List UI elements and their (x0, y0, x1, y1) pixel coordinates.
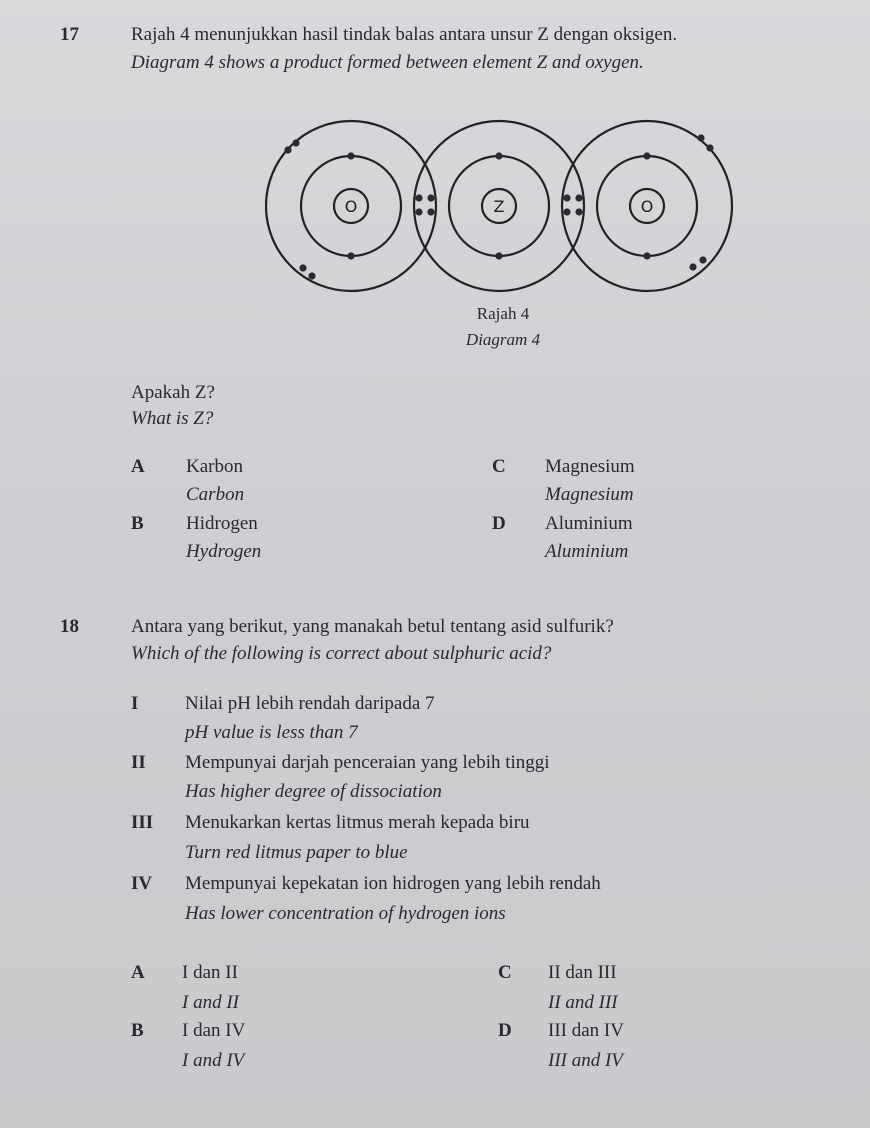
q17-option-d-letter[interactable]: D (492, 513, 506, 534)
question-17-stem-malay: Rajah 4 menunjukkan hasil tindak balas antara unsur Z dengan oksigen. (131, 24, 678, 45)
q17-option-c-english: Magnesium (545, 484, 634, 505)
statement-iii-english: Turn red litmus paper to blue (185, 842, 408, 863)
q17-option-a-letter[interactable]: A (131, 456, 145, 477)
right-oxygen-label: O (640, 197, 654, 216)
q18-option-a-malay: I dan II (182, 962, 238, 983)
diagram-caption-english: Diagram 4 (465, 330, 541, 349)
statement-iv-english: Has lower concentration of hydrogen ions (185, 903, 506, 924)
q18-option-c-letter[interactable]: C (498, 962, 512, 983)
question-17-stem-english: Diagram 4 shows a product formed between element Z and oxygen. (131, 52, 644, 73)
statement-iv-numeral: IV (131, 873, 153, 894)
q17-option-b-english: Hydrogen (186, 541, 262, 562)
question-18-number: 18 (60, 616, 79, 637)
q18-option-a-letter[interactable]: A (131, 962, 145, 983)
statement-i-numeral: I (131, 693, 139, 714)
q18-option-d-letter[interactable]: D (498, 1020, 512, 1041)
q18-option-c-english: II and III (548, 992, 618, 1013)
statement-iv-malay: Mempunyai kepekatan ion hidrogen yang lebih rendah (185, 873, 601, 894)
q18-option-b-english: I and IV (182, 1050, 245, 1071)
electron-diagram (265, 110, 735, 302)
left-oxygen-label: O (344, 197, 358, 216)
q18-option-a-english: I and II (182, 992, 239, 1013)
statement-ii-malay: Mempunyai darjah penceraian yang lebih tinggi (185, 752, 550, 773)
q17-option-a-english: Carbon (186, 484, 245, 505)
q18-option-b-letter[interactable]: B (131, 1020, 144, 1041)
q18-option-b-malay: I dan IV (182, 1020, 246, 1041)
question-17-prompt-english: What is Z? (131, 408, 214, 429)
question-18-stem-english: Which of the following is correct about sulphuric acid? (131, 643, 552, 664)
question-18-stem-malay: Antara yang berikut, yang manakah betul tentang asid sulfurik? (131, 616, 614, 637)
q17-option-a-malay: Karbon (186, 456, 243, 477)
q17-option-d-malay: Aluminium (545, 513, 633, 534)
statement-iii-numeral: III (131, 812, 154, 833)
q17-option-c-letter[interactable]: C (492, 456, 506, 477)
q18-option-c-malay: II dan III (548, 962, 617, 983)
statement-i-malay: Nilai pH lebih rendah daripada 7 (185, 693, 435, 714)
statement-i-english: pH value is less than 7 (185, 722, 358, 743)
q17-option-b-letter[interactable]: B (131, 513, 144, 534)
q18-option-d-english: III and IV (548, 1050, 623, 1071)
q17-option-d-english: Aluminium (545, 541, 629, 562)
q17-option-c-malay: Magnesium (545, 456, 635, 477)
statement-ii-numeral: II (131, 752, 146, 773)
diagram-caption-malay: Rajah 4 (476, 304, 530, 323)
q18-option-d-malay: III dan IV (548, 1020, 624, 1041)
q17-option-b-malay: Hidrogen (186, 513, 258, 534)
question-17-prompt-malay: Apakah Z? (131, 382, 215, 403)
statement-ii-english: Has higher degree of dissociation (185, 781, 442, 802)
z-label: Z (493, 197, 505, 216)
statement-iii-malay: Menukarkan kertas litmus merah kepada biru (185, 812, 530, 833)
question-17-number: 17 (60, 24, 79, 45)
